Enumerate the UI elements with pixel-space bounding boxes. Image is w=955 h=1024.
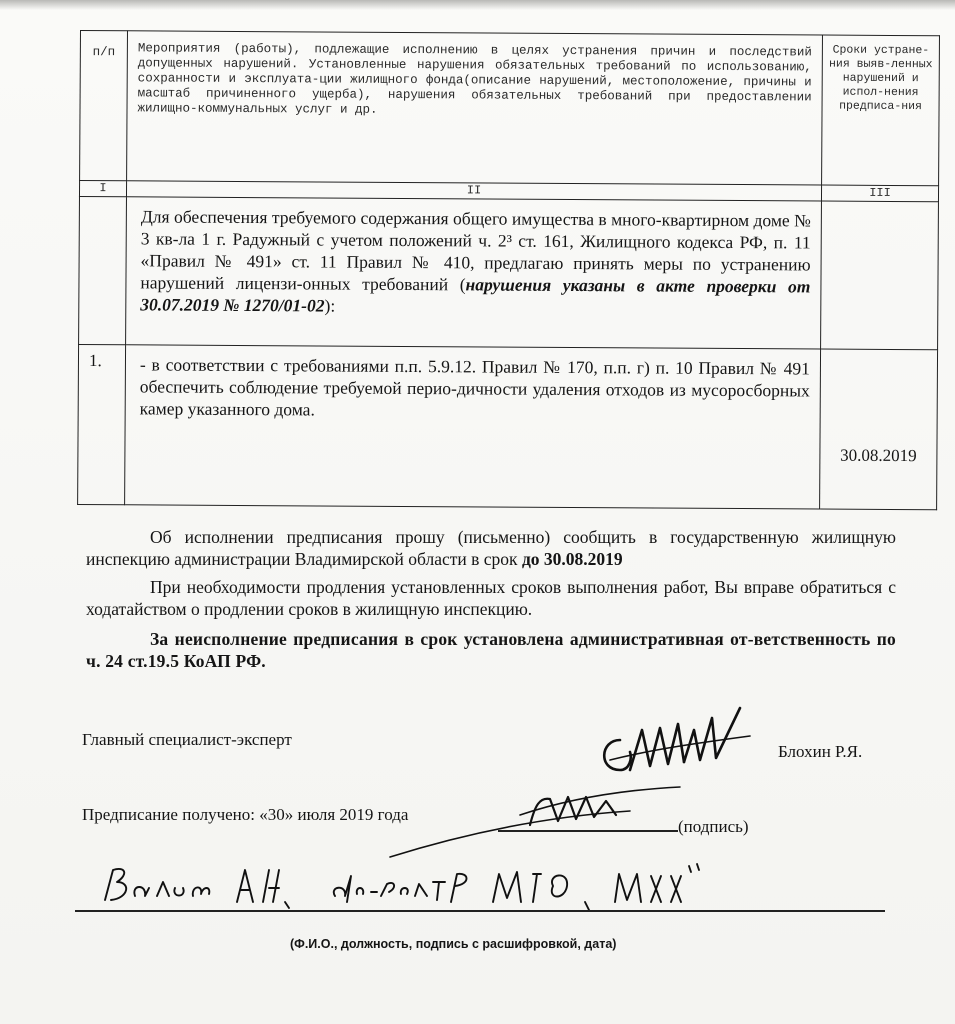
table-header-row	[80, 31, 940, 186]
paragraph-report-text: Об исполнении предписания прошу (письменно) сообщить в государственную жилищную инспекцию администрации Владимирской области в срок	[86, 527, 896, 569]
header-measures: Мероприятия (работы), подлежащие исполнению в целях устранения причин и последствий допущенных нарушений. Установленные нарушения обязательных требований по использованию, сохранности и эксплуата-ции жилищного фонда(описание нарушений, местоположение, причины и масштаб причиненного ущерба), нарушения обязательных требований при предоставлении жилищно-коммунальных услуг и др.	[127, 31, 823, 185]
intro-row	[79, 196, 939, 349]
table-row	[78, 344, 938, 509]
intro-tail: ):	[324, 295, 336, 316]
roman-2: II	[126, 181, 821, 201]
prescription-table	[77, 30, 940, 510]
official-title: Главный специалист-эксперт	[82, 730, 292, 749]
intro-deadline-cell	[821, 201, 939, 350]
intro-text	[126, 197, 822, 349]
paragraph-report-deadline: до 30.08.2019	[521, 549, 623, 569]
intro-plain: Для обеспечения требуемого содержания общего имущества в много-квартирном доме № 3 кв-ла 1 г. Радужный с учетом положений ч. 2³ ст. 161, Жилищного кодекса РФ, п. 11 «Правил № 491» ст. 11 Правил № 410, предлагаю принять меры по устранению нарушений лицензи-онных требований (	[140, 206, 811, 295]
intro-emphasis: нарушения указаны в акте проверки от 30.07.2019 № 1270/01-02	[140, 274, 811, 316]
intro-empty-cell	[79, 196, 127, 344]
paragraph-extension: При необходимости продления установленных сроков выполнения работ, Вы вправе обратиться с ходатайством о продлении сроков в жилищную инспекцию.	[86, 577, 896, 619]
header-deadlines: Сроки устране-ния выяв-ленных нарушений и испол-нения предписа-ния	[822, 35, 940, 186]
official-signature	[590, 700, 760, 780]
paragraph-report	[86, 526, 896, 570]
paragraph-liability: За неисполнение предписания в срок установлена административная от-ветственность по ч. 24 ст.19.5 КоАП РФ.	[86, 629, 896, 671]
signature-caption: (подпись)	[678, 817, 749, 836]
received-label: Предписание получено: «30» июля 2019 года	[82, 805, 409, 824]
item-deadline: 30.08.2019	[820, 349, 938, 510]
scan-edge-shadow	[0, 0, 955, 10]
official-name: Блохин Р.Я.	[778, 742, 863, 761]
header-number: п/п	[80, 31, 128, 181]
item-text: - в соответствии с требованиями п.п. 5.9.12. Правил № 170, п.п. г) п. 10 Правил № 491 обеспечить соблюдение требуемой перио-дичности удаления отходов из мусоросборных камер указанного дома.	[125, 345, 821, 509]
item-number: 1.	[78, 344, 126, 504]
handwritten-fio	[85, 852, 725, 922]
fio-caption: (Ф.И.О., должность, подпись с расшифровкой, дата)	[290, 937, 617, 951]
roman-1: I	[79, 181, 126, 197]
roman-3: III	[821, 185, 938, 202]
fio-line	[75, 910, 885, 912]
